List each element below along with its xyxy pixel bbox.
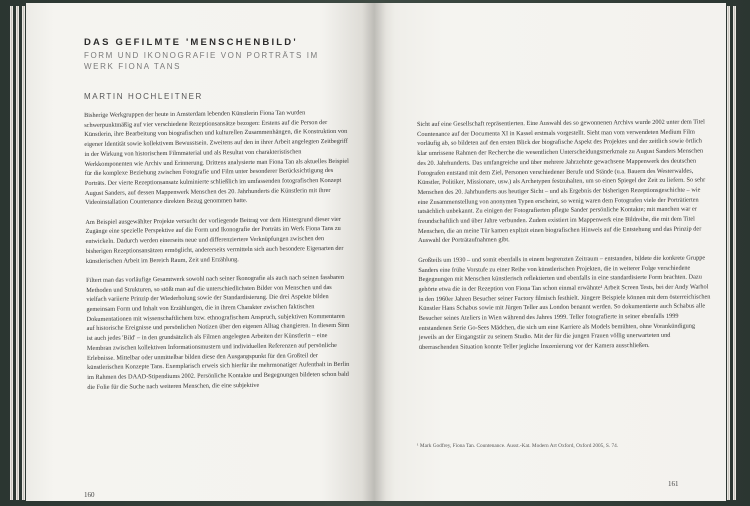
essay-title: DAS GEFILMTE 'MENSCHENBILD' — [84, 37, 298, 48]
page-number-left: 160 — [84, 491, 95, 499]
footnote: ¹ Mark Godfrey, Fiona Tan. Countenance. Ausst.-Kat. Modern Art Oxford, Oxford 2005, S. 74. — [417, 443, 619, 449]
page-stack-left — [16, 6, 19, 500]
page-number-right: 161 — [668, 480, 679, 488]
page-stack-right — [733, 6, 736, 500]
essay-subtitle: FORM UND IKONOGRAFIE VON PORTRÄTS IM WERK FIONA TANS — [84, 51, 319, 71]
page-stack-left — [10, 6, 13, 500]
paragraph: Sicht auf eine Gesellschaft repräsentierten. Eine Auswahl des so gewonnenen Archivs wurde 2002 unter dem Titel Countenance auf der Documenta XI in Kassel erstmals vorgestellt. Sieht man vom verwendeten Medium Film vorläufig ab, so bildeten auf den ersten Blick der biografische Aspekt des Projektes und der zeitlich sowie örtlich klar umrissene Rahmen der Recherche die wesentlichen Unterscheidungsmerkmale zu August Sanders Menschen des 20. Jahrhunderts. Das umfangreiche und über mehrere Jahrzehnte gewachsene Mappenwerk des deutschen Fotografen entstand mit dem Ziel, Personen verschiedener Berufe und Stände (u.a. Bauern des Westerwaldes, Künstler, Politiker, Missionare, usw.) als Archetypen festzuhalten, um so einen Spiegel der Zeit zu liefern. So sehr Menschen des 20. Jahrhunderts aus heutiger Sicht – und als Ergebnis der bisherigen Rezeptionsgeschichte – wie eine Zusammenstellung von anonymen Typen erscheint, so wenig waren dem Fotografen viele der Porträtierten tatsächlich unbekannt. Zu einigen der Fotografierten pflegte Sander persönliche Kontakte; mit manchen war er freundschaftlich und über Jahre verbunden. Zudem existiert im Mappenwerk eine Bildreihe, die mit dem Titel Menschen, die an meine Tür kamen explizit einen biografischen Hinweis auf die Entstehung und das Prinzip der Auswahl der Porträtaufnahmen gibt. — [417, 118, 706, 245]
page-stack-left — [22, 6, 25, 500]
left-body-text — [84, 108, 354, 402]
left-page — [26, 3, 374, 501]
paragraph: Bisherige Werkgruppen der heute in Amsterdam lebenden Künstlerin Fiona Tan wurden schwerpunktmäßig auf vier verschiedene Rezeptionsansätze bezogen: Erstens auf die Person der Künstlerin, ihre Bearbeitung von biografischen und kulturellen Zusammenhängen, die Konstruktion von eigener Identität sowie kollektivem Bewusstsein. Zweitens auf den in ihrer Arbeit angelegten Zeitbegriff in der Wirkung von historischem Filmmaterial und als Resultat von charakteristischen Werkkomponenten wie Archiv und Erinnerung. Drittens analysierte man Fiona Tan als aktuelles Beispiel für die komplexe Beziehung zwischen Fotografie und Film unter besonderer Berücksichtigung des Porträts. Der vierte Rezeptionsansatz kulminierte schließlich im umfassenden fotografischen Konzept August Sanders, auf dessen Mappenwerk Menschen des 20. Jahrhunderts die Künstlerin mit ihrer Videoinstallation Countenance direkten Bezug genommen hatte. — [84, 109, 349, 207]
paragraph: Großteils um 1930 – und somit ebenfalls in einem begrenzten Zeitraum – entstanden, bildete die konkrete Gruppe Sanders eine frühe Vorstufe zu einer Reihe von künstlerischen Projekten, die in weiterer Folge verschiedene Begegnungen mit Menschen künstlerisch reflektierten und ebenfalls in eine standardisierte Form brachten. Dazu gehörte etwa die in der Rezeption von Fiona Tan schon einmal erwähnte¹ Arbeit Screen Tests, bei der Andy Warhol in den 1960er Jahren Besucher seiner Factory filmisch festhielt. Jüngere Beispiele können mit dem österreichischen Künstler Hans Schabus sowie mit Jürgen Teller aus London benannt werden. So dokumentierte auch Schabus alle Besucher seines Ateliers in Wien während des Jahres 1999. Teller fotografierte in seiner ebenfalls 1999 entstandenen Serie Go-Sees Mädchen, die sich um eine Karriere als Models bemühten, ohne Vorankündigung jeweils an der Eingangstür zu seinem Studio. Mit der für die jungen Frauen völlig unerwarteten und überraschenden Situation konnte Teller jegliche Inszenierung vor der Kamera ausschließen. — [418, 254, 711, 352]
paragraph: Am Beispiel ausgewählter Projekte versucht der vorliegende Beitrag vor dem Hintergrund dieser vier Zugänge eine spezielle Perspektive auf die Form und Ikonografie der Porträts im Werk Fiona Tans zu entwickeln. Dadurch werden einerseits neue und differenziertere Verknüpfungen zwischen den bisherigen Rezeptionsansätzen ermöglicht, andererseits vermitteln sich auch besondere Eigenarten der künstlerischen Arbeit im Bereich Raum, Zeit und Erzählung. — [85, 215, 344, 265]
page-stack-right — [727, 6, 730, 500]
right-page — [374, 3, 726, 501]
right-body-text — [417, 117, 711, 362]
essay-author: MARTIN HOCHLEITNER — [84, 92, 203, 101]
paragraph: Filtert man das vorläufige Gesamtwerk sowohl nach seiner Ikonografie als auch nach seinen fassbaren Methoden und Strukturen, so stößt man auf die unterschiedlichsten Bilder von Menschen und das vielfach variierte Prinzip der Wiederholung sowie der Standardisierung. Die drei Aspekte bilden gemeinsam Form und Inhalt von Erzählungen, die in ihrem Charakter zwischen faktischen Dokumentationen mit wissenschaftlichem bzw. ethnografischem Anspruch, subjektiven Kommentaren auf historische Ereignisse und persönlichen Notizen über den eigenen Alltag changieren. In diesem Sinn ist auch jedes 'Bild' – in den grundsätzlich als Filmen angelegten Arbeiten der Künstlerin – eine Membran zwischen kollektiven Informationsmustern und individuellen Referenzen auf persönliche Erlebnisse. Mittelbar oder unmittelbar bilden diese den Ausgangspunkt für den Großteil der künstlerischen Konzepte Tans. Exemplarisch erweis sich hierfür ihr mehrmonatiger Aufenthalt in Berlin im Rahmen des DAAD-Stipendiums 2002. Persönliche Kontakte und Begegnungen bildeten schon bald die Folie für die Suche nach weiteren Menschen, die eine subjektive — [86, 273, 350, 391]
